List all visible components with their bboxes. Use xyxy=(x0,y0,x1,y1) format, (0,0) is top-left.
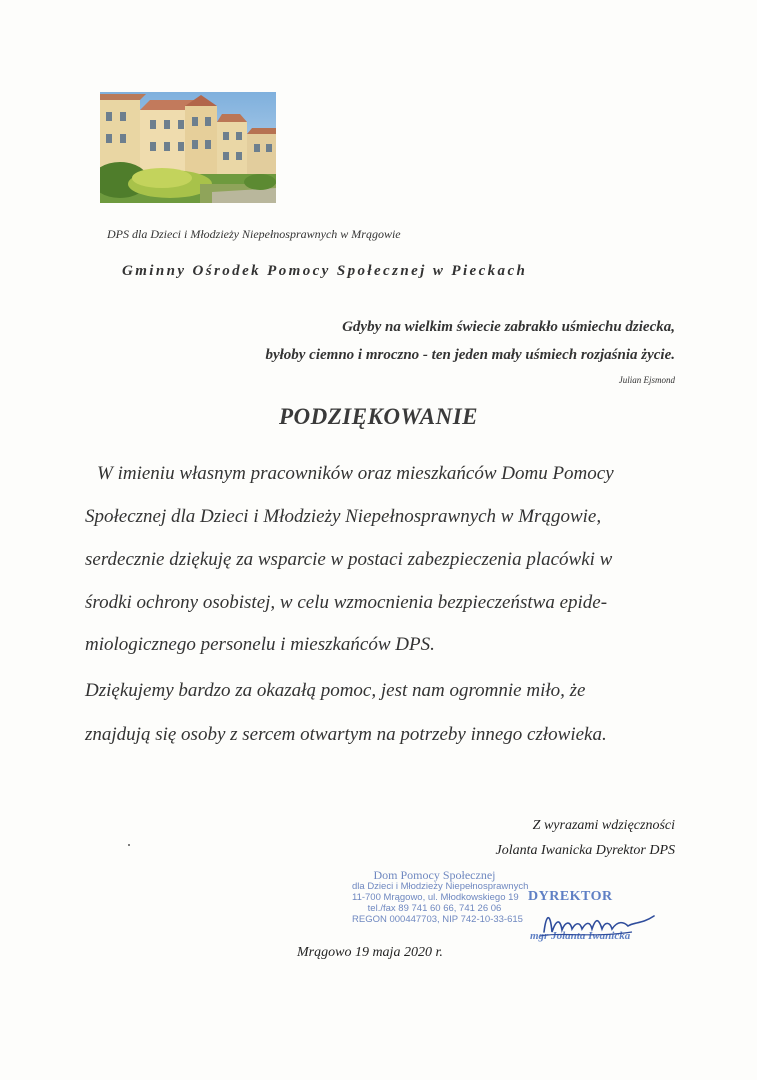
body-line-2: Społecznej dla Dzieci i Młodzieży Niepełnosprawnych w Mrągowie, xyxy=(85,506,602,527)
building-photo xyxy=(100,92,276,203)
closing-greeting: Z wyrazami wdzięczności xyxy=(532,818,675,833)
director-stamp-name: mgr Jolanta Iwanicka xyxy=(530,930,631,942)
handwritten-signature xyxy=(532,902,662,944)
place-and-date: Mrągowo 19 maja 2020 r. xyxy=(297,945,443,960)
director-stamp-title: DYREKTOR xyxy=(528,889,613,904)
body-line-5: miologicznego personelu i mieszkańców DPS. xyxy=(85,634,435,655)
stamp-line-4: REGON 000447703, NIP 742-10-33-615 xyxy=(352,914,523,925)
body-line-3: serdecznie dziękuję za wsparcie w postaci zabezpieczenia placówki w xyxy=(85,549,613,570)
scan-speck xyxy=(128,844,130,846)
quote-line-2: byłoby ciemno i mroczno - ten jeden mały uśmiech rozjaśnia życie. xyxy=(265,347,675,363)
body-line-1: W imieniu własnym pracowników oraz mieszkańców Domu Pomocy xyxy=(97,463,614,484)
body-line-4: środki ochrony osobistej, w celu wzmocnienia bezpieczeństwa epide- xyxy=(85,592,608,613)
document-title: PODZIĘKOWANIE xyxy=(278,404,479,429)
quote-line-1: Gdyby na wielkim świecie zabrakło uśmiechu dziecka, xyxy=(342,319,675,335)
stamp-line-2: 11-700 Mrągowo, ul. Młodkowskiego 19 xyxy=(352,892,519,903)
stamp-line-1: dla Dzieci i Młodzieży Niepełnosprawnych xyxy=(352,881,529,892)
closing-signatory: Jolanta Iwanicka Dyrektor DPS xyxy=(495,843,675,858)
stamp-line-3: tel./fax 89 741 60 66, 741 26 06 xyxy=(367,903,502,914)
stamp-title: Dom Pomocy Społecznej xyxy=(373,868,496,882)
institution-name: DPS dla Dzieci i Młodzieży Niepełnosprawnych w Mrągowie xyxy=(107,227,401,241)
recipient-name: Gminny Ośrodek Pomocy Społecznej w Pieckach xyxy=(122,263,528,279)
institution-stamp xyxy=(352,868,529,925)
body-line-6: Dziękujemy bardzo za okazałą pomoc, jest nam ogromnie miło, że xyxy=(85,680,586,701)
body-line-7: znajdują się osoby z sercem otwartym na potrzeby innego człowieka. xyxy=(85,724,607,745)
quote-author: Julian Ejsmond xyxy=(618,375,675,385)
